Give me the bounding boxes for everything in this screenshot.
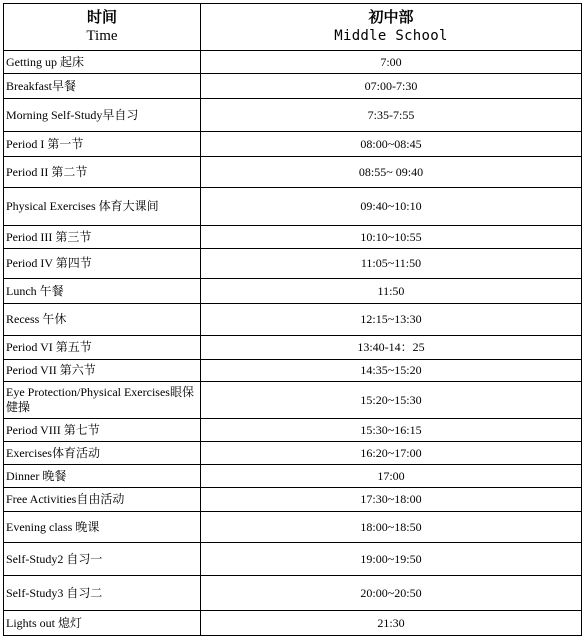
activity-cell: Morning Self-Study早自习: [4, 99, 201, 132]
time-cell: 18:00~18:50: [201, 512, 582, 543]
table-row: [4, 465, 582, 488]
time-cell: 09:40~10:10: [201, 188, 582, 226]
time-cell: 07:00-7:30: [201, 74, 582, 99]
header-row: [4, 4, 582, 51]
table-row: [4, 304, 582, 336]
time-cell: 15:20~15:30: [201, 382, 582, 419]
table-row: [4, 336, 582, 360]
time-cell: 7:00: [201, 51, 582, 74]
time-cell: 10:10~10:55: [201, 226, 582, 249]
activity-cell: Getting up 起床: [4, 51, 201, 74]
activity-cell: Period VI 第五节: [4, 336, 201, 360]
activity-cell: Lights out 熄灯: [4, 611, 201, 636]
time-cell: 14:35~15:20: [201, 360, 582, 382]
activity-cell: Recess 午休: [4, 304, 201, 336]
school-column-header: [201, 4, 582, 51]
activity-cell: Period I 第一节: [4, 132, 201, 157]
activity-cell: Self-Study3 自习二: [4, 576, 201, 611]
time-cell: 11:50: [201, 279, 582, 304]
activity-cell: Lunch 午餐: [4, 279, 201, 304]
activity-cell: Exercises体育活动: [4, 442, 201, 465]
time-cell: 08:00~08:45: [201, 132, 582, 157]
activity-cell: Period VIII 第七节: [4, 419, 201, 442]
time-column-header: [4, 4, 201, 51]
activity-cell: Dinner 晚餐: [4, 465, 201, 488]
time-cell: 17:30~18:00: [201, 488, 582, 512]
time-cell: 16:20~17:00: [201, 442, 582, 465]
time-cell: 12:15~13:30: [201, 304, 582, 336]
table-row: [4, 442, 582, 465]
table-row: [4, 132, 582, 157]
table-row: [4, 576, 582, 611]
time-cell: 7:35-7:55: [201, 99, 582, 132]
activity-cell: Eye Protection/Physical Exercises眼保健操: [4, 382, 201, 419]
time-cell: 17:00: [201, 465, 582, 488]
table-row: [4, 279, 582, 304]
table-row: [4, 99, 582, 132]
time-cell: 15:30~16:15: [201, 419, 582, 442]
time-header-en: Time: [86, 28, 118, 44]
time-cell: 20:00~20:50: [201, 576, 582, 611]
activity-cell: Period IV 第四节: [4, 249, 201, 279]
time-header-cn: 时间: [86, 8, 117, 26]
activity-cell: Self-Study2 自习一: [4, 543, 201, 576]
activity-cell: Physical Exercises 体育大课间: [4, 188, 201, 226]
table-row: [4, 512, 582, 543]
table-row: [4, 74, 582, 99]
table-row: [4, 188, 582, 226]
time-cell: 21:30: [201, 611, 582, 636]
table-row: [4, 157, 582, 188]
activity-cell: Period III 第三节: [4, 226, 201, 249]
table-row: [4, 419, 582, 442]
table-row: [4, 543, 582, 576]
activity-cell: Period II 第二节: [4, 157, 201, 188]
schedule-sheet: [3, 3, 581, 636]
time-cell: 08:55~ 09:40: [201, 157, 582, 188]
time-cell: 19:00~19:50: [201, 543, 582, 576]
table-row: [4, 611, 582, 636]
activity-cell: Period VII 第六节: [4, 360, 201, 382]
table-row: [4, 488, 582, 512]
table-row: [4, 226, 582, 249]
activity-cell: Breakfast早餐: [4, 74, 201, 99]
table-row: [4, 51, 582, 74]
schedule-table: [3, 3, 582, 636]
table-row: [4, 382, 582, 419]
table-row: [4, 360, 582, 382]
time-cell: 13:40-14：25: [201, 336, 582, 360]
table-row: [4, 249, 582, 279]
activity-cell: Free Activities自由活动: [4, 488, 201, 512]
activity-cell: Evening class 晚课: [4, 512, 201, 543]
school-header-en: Middle School: [334, 28, 448, 44]
school-header-cn: 初中部: [368, 8, 414, 26]
time-cell: 11:05~11:50: [201, 249, 582, 279]
